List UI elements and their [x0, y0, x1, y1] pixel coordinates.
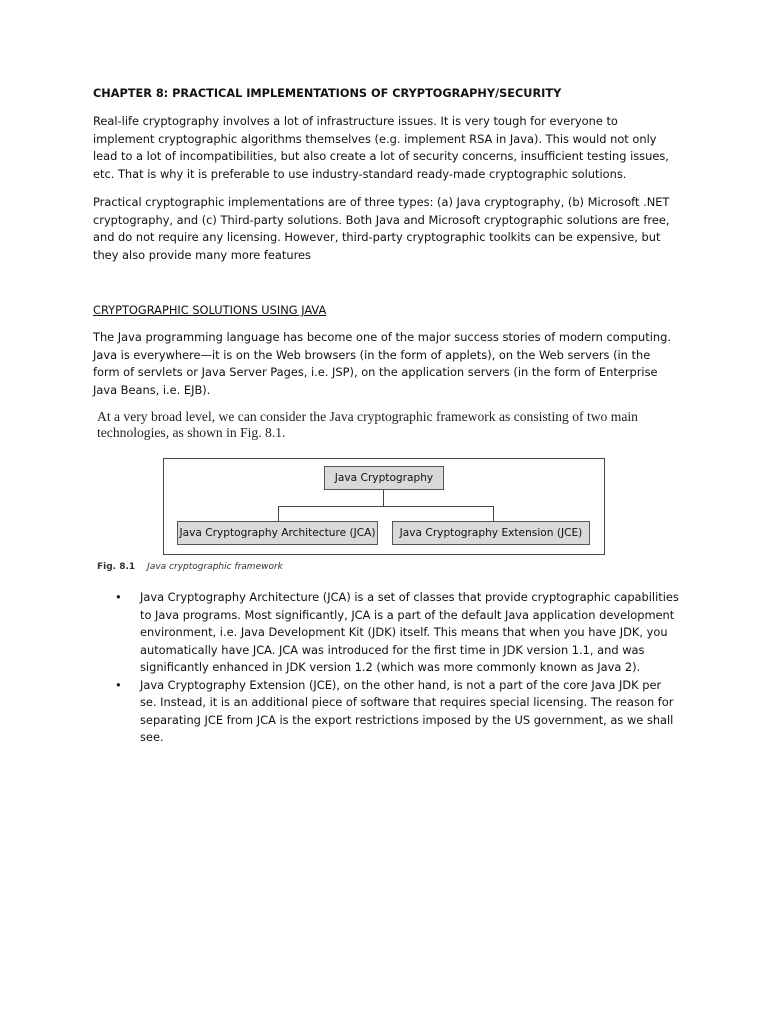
intro-paragraph: Real-life cryptography involves a lot of infrastructure issues. It is very tough for everyone to implement cryptographic algorithms themselves (e.g. implement RSA in Java). This would not only lead to a lot of incompatibilities, but also create a lot of security concerns, insufficient testing issues, etc. That is why it is preferable to use industry-standard ready-made cryptographic solutions. — [93, 114, 669, 181]
connector-vertical-left — [278, 506, 279, 521]
figure-caption-text: Java cryptographic framework — [147, 562, 283, 572]
diagram-root-node: Java Cryptography — [324, 466, 444, 490]
book-excerpt-paragraph: At a very broad level, we can consider the Java cryptographic framework as consisting of two main technologies, as shown in Fig. 8.1. — [97, 409, 638, 440]
java-paragraph: The Java programming language has become one of the major success stories of modern computing. Java is everywhere—it is on the Web browsers (in the form of applets), on the Web servers (in the form of servlets or Java Server Pages, i.e. JSP), on the application servers (in the form of Enterprise Java Beans, i.e. EJB). — [93, 330, 671, 397]
figure-caption — [97, 562, 283, 572]
java-cryptography-diagram — [163, 458, 605, 555]
implementation-types-paragraph: Practical cryptographic implementations are of three types: (a) Java cryptography, (b) Microsoft .NET cryptography, and (c) Third-party solutions. Both Java and Microsoft cryptographic solutions are free, and do not require any licensing. However, third-party cryptographic toolkits can be expensive, but they also provide many more features — [93, 195, 670, 262]
list-item-text: Java Cryptography Extension (JCE), on the other hand, is not a part of the core Java JDK per se. Instead, it is an additional piece of software that requires special licensing. The reason for separating JCE from JCA is the export restrictions imposed by the US government, as we shall see. — [140, 677, 674, 744]
list-item-text: Java Cryptography Architecture (JCA) is a set of classes that provide cryptographic capabilities to Java programs. Most significantly, JCA is a part of the default Java application development environment, i.e. Java Development Kit (JDK) itself. This means that when you have JDK, you automatically have JCA. JCA was introduced for the first time in JDK version 1.1, and was significantly enhanced in JDK version 1.2 (which was more commonly known as Java 2). — [140, 590, 679, 674]
chapter-heading: CHAPTER 8: PRACTICAL IMPLEMENTATIONS OF CRYPTOGRAPHY/SECURITY — [93, 87, 562, 100]
connector-horizontal — [278, 506, 494, 507]
bullet-icon: • — [115, 590, 122, 604]
section-subheading: CRYPTOGRAPHIC SOLUTIONS USING JAVA — [93, 303, 327, 317]
diagram-jce-node: Java Cryptography Extension (JCE) — [392, 521, 590, 545]
bullet-icon: • — [115, 677, 122, 692]
list-item — [115, 677, 680, 747]
bullet-list — [115, 589, 680, 747]
diagram-jca-node: Java Cryptography Architecture (JCA) — [177, 521, 378, 545]
figure-number: Fig. 8.1 — [97, 562, 136, 572]
connector-vertical-root — [383, 490, 384, 506]
list-item — [115, 589, 680, 677]
connector-vertical-right — [493, 506, 494, 521]
